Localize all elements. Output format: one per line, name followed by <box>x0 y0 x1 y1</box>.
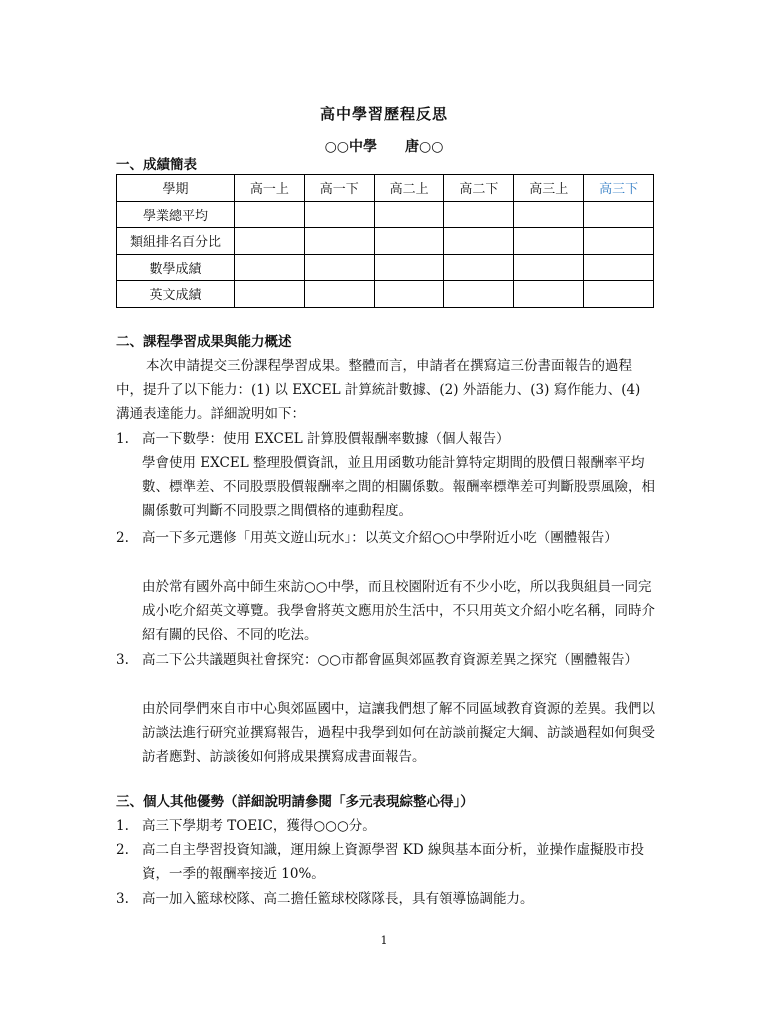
table-cell <box>304 228 374 255</box>
table-header-row <box>117 175 654 202</box>
table-cell <box>514 201 584 228</box>
table-cell <box>374 254 444 281</box>
column-header-highlighted: 高三下 <box>584 175 654 202</box>
section2-heading: 二、課程學習成果與能力概述 <box>116 334 292 350</box>
table-cell <box>374 281 444 308</box>
table-cell <box>235 281 305 308</box>
item-number: 3. <box>116 652 129 668</box>
table-cell <box>584 281 654 308</box>
column-header: 高二上 <box>374 175 444 202</box>
table-cell <box>235 228 305 255</box>
table-cell <box>374 228 444 255</box>
table-row <box>117 201 654 228</box>
table-cell <box>235 201 305 228</box>
table-cell <box>514 281 584 308</box>
document-title: 高中學習歷程反思 <box>319 105 448 123</box>
item-text: 高二自主學習投資知識，運用線上資源學習 KD 線與基本面分析，並操作虛擬股市投資，一季的報酬率接近 10%。 <box>142 842 644 882</box>
item-number: 2. <box>116 842 129 858</box>
row-label: 學業總平均 <box>117 201 235 228</box>
table-row <box>117 228 654 255</box>
item-detail: 學會使用 EXCEL 整理股價資訊，並且用函數功能計算特定期間的股價日報酬率平均數、標準差、不同股票股價報酬率之間的相關係數。報酬率標準差可判斷股票風險，相關係數可判斷不同股票之間價格的連動程度。 <box>142 455 655 519</box>
table-cell <box>514 228 584 255</box>
section2-intro <box>116 354 656 426</box>
item-title: 高二下公共議題與社會探究：○○市都會區與郊區教育資源差異之探究（團體報告） <box>142 652 639 668</box>
item-number: 1. <box>116 818 129 834</box>
table-cell <box>444 281 514 308</box>
table-cell <box>514 254 584 281</box>
table-cell <box>304 281 374 308</box>
item-number: 2. <box>116 530 129 546</box>
section3-heading: 三、個人其他優勢（詳細說明請參閱「多元表現綜整心得」） <box>116 794 474 810</box>
row-label: 英文成績 <box>117 281 235 308</box>
row-label: 類組排名百分比 <box>117 228 235 255</box>
row-label: 數學成績 <box>117 254 235 281</box>
item-number: 1. <box>116 431 129 447</box>
table-cell <box>374 201 444 228</box>
table-cell <box>444 228 514 255</box>
item-title: 高一下多元選修「用英文遊山玩水」：以英文介紹○○中學附近小吃（團體報告） <box>142 530 618 546</box>
page-number: 1 <box>380 934 388 947</box>
item-number: 3. <box>116 891 129 907</box>
item-text: 高三下學期考 TOEIC，獲得○○○分。 <box>142 818 376 834</box>
column-header: 學期 <box>117 175 235 202</box>
column-header: 高一下 <box>304 175 374 202</box>
section1-heading: 一、成績簡表 <box>116 157 197 173</box>
table-cell <box>444 201 514 228</box>
column-header: 高三上 <box>514 175 584 202</box>
table-cell <box>584 254 654 281</box>
item-detail: 由於常有國外高中師生來訪○○中學，而且校園附近有不少小吃，所以我與組員一同完成小吃介紹英文導覽。我學會將英文應用於生活中，不只用英文介紹小吃名稱，同時介紹有關的民俗、不同的吃法。 <box>142 579 655 643</box>
item-title: 高一下數學：使用 EXCEL 計算股價報酬率數據（個人報告） <box>142 431 510 447</box>
grades-table <box>116 174 654 308</box>
table-cell <box>304 201 374 228</box>
column-header: 高一上 <box>235 175 305 202</box>
school-name: ○○中學 <box>324 139 377 155</box>
item-detail: 由於同學們來自市中心與郊區國中，這讓我們想了解不同區域教育資源的差異。我們以訪談法進行研究並撰寫報告，過程中我學到如何在訪談前擬定大綱、訪談過程如何與受訪者應對、訪談後如何將成果撰寫成書面報告。 <box>142 701 655 765</box>
table-cell <box>235 254 305 281</box>
student-name: 唐○○ <box>405 139 444 155</box>
table-row <box>117 254 654 281</box>
table-cell <box>444 254 514 281</box>
item-text: 高一加入籃球校隊、高二擔任籃球校隊隊長，具有領導協調能力。 <box>142 891 534 907</box>
table-cell <box>304 254 374 281</box>
table-cell <box>584 201 654 228</box>
table-row <box>117 281 654 308</box>
column-header: 高二下 <box>444 175 514 202</box>
table-cell <box>584 228 654 255</box>
intro-text: 本次申請提交三份課程學習成果。整體而言，申請者在撰寫這三份書面報告的過程中，提升了以下能力：(1) 以 EXCEL 計算統計數據、(2) 外語能力、(3) 寫作能力、(4) 溝通表達能力。詳細說明如下： <box>116 358 641 422</box>
